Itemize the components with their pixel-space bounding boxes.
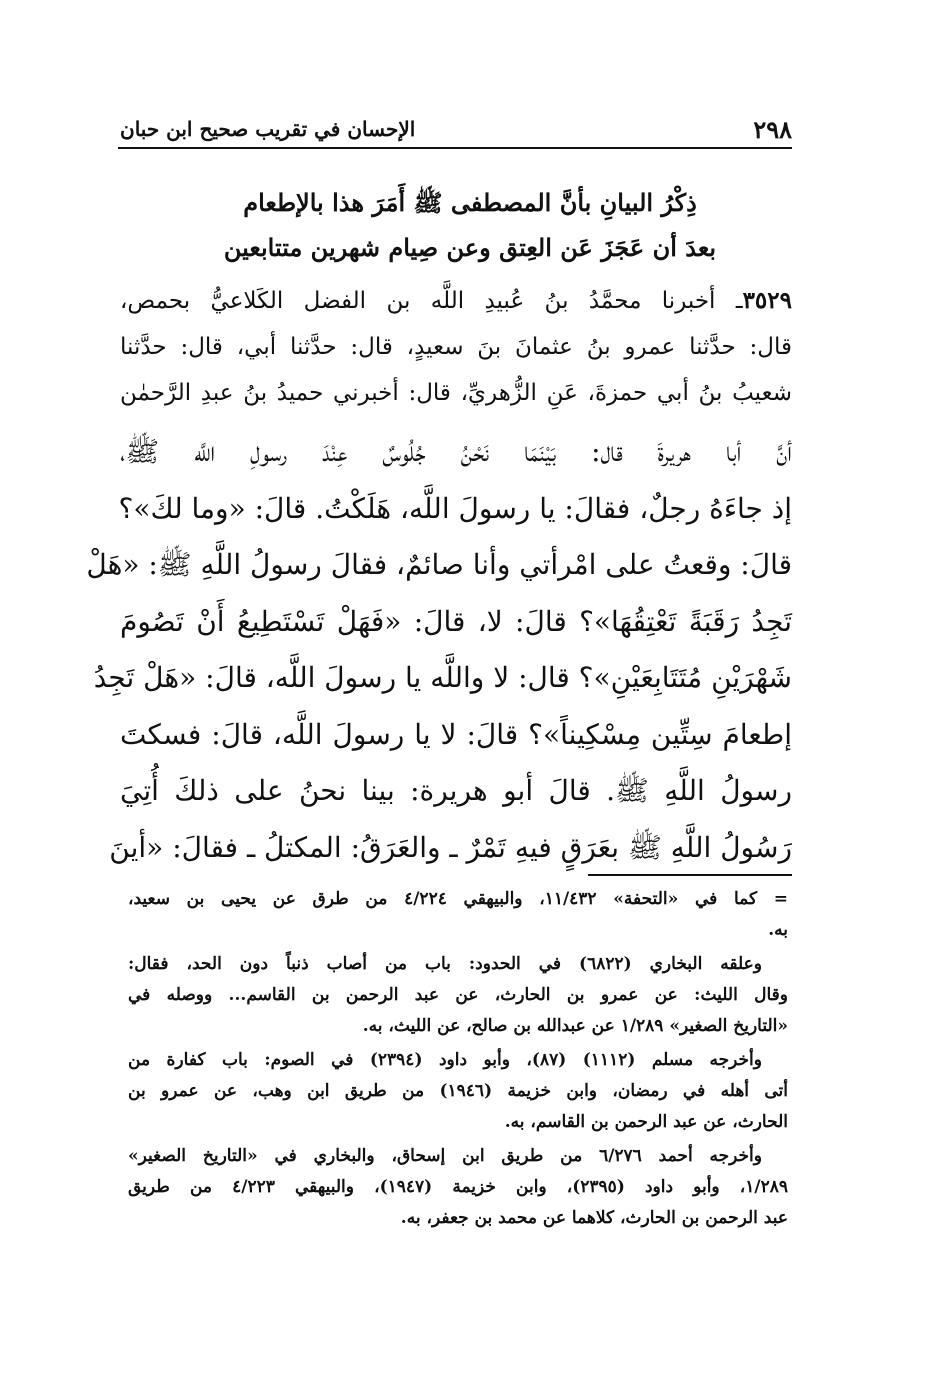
isnad-line	[120, 278, 792, 324]
hadith-line: إطعامَ سِتِّين مِسْكِيناً»؟ قالَ: لا يا رسولَ اللَّه، قالَ: فسكتَ	[120, 717, 792, 751]
chapter-heading	[150, 180, 790, 270]
chapter-heading-line: ذِكْرُ البيانِ بأنَّ المصطفى ﷺ أَمَرَ هذا بالإطعام	[243, 188, 697, 217]
isnad-block	[120, 278, 792, 416]
footnote-paragraph	[128, 1141, 788, 1234]
footnote-line: ١/٢٨٩، وأبو داود (٢٣٩٥)، وابن خزيمة (١٩٤٧)، والبيهقي ٤/٢٢٣ من طريق	[128, 1177, 788, 1197]
hadith-line: إذ جاءَهُ رجلٌ، فقالَ: يا رسولَ اللَّه، هَلَكْتُ. قالَ: «وما لكَ»؟	[118, 491, 792, 525]
footnote-line: به.	[768, 920, 788, 940]
chapter-heading-line: بعدَ أن عَجَزَ عَن العِتق وعن صِيام شهرين متتابعين	[223, 233, 717, 262]
footnote-divider	[588, 874, 792, 876]
footnote-line: وأخرجه مسلم (١١١٢) (٨٧)، وأبو داود (٢٣٩٤) في الصوم: باب كفارة من	[128, 1050, 762, 1070]
hadith-line: رسولُ اللَّهِ ﷺ. قالَ أبو هريرة: بينا نحنُ على ذلكَ أُتِيَ	[120, 774, 792, 807]
page-number: ٢٩٨	[753, 115, 792, 144]
footnote-line: أتى أهله في رمضان، وابن خزيمة (١٩٤٦) من طريق ابن وهب، عن عمرو بن	[128, 1081, 789, 1101]
footnotes	[128, 884, 788, 1234]
hadith-text	[86, 424, 792, 876]
hadith-number: ٣٥٢٩	[742, 287, 792, 314]
hadith-line: قالَ: وقعتُ على امْرأتي وأنا صائمٌ، فقالَ رسولُ اللَّهِ ﷺ: «هَلْ	[86, 548, 792, 581]
hadith-line: تَجِدُ رَقَبَةً تَعْتِقُهَا»؟ قالَ: لا، قالَ: «فَهَلْ تَسْتَطِيعُ أَنْ تَصُومَ	[120, 604, 792, 638]
footnote-line: «التاريخ الصغير» ١/٢٨٩ عن عبدالله بن صالح، عن الليث، به.	[362, 1016, 788, 1036]
footnote-line: = كما في «التحفة» ١١/٤٣٢، والبيهقي ٤/٢٢٤ من طرق عن يحيى بن سعيد،	[128, 889, 788, 909]
footnote-line: وعلقه البخاري (٦٨٢٢) في الحدود: باب من أصاب ذنباً دون الحد، فقال:	[128, 954, 763, 974]
page-header	[118, 113, 792, 149]
footnote-line: وقال الليث: عن عمرو بن الحارث، عن عبد الرحمن بن القاسم... ووصله في	[128, 985, 788, 1005]
hadith-line: رَسُولُ اللَّهِ ﷺ بعَرَقٍ فيهِ تَمْرٌ ـ والعَرَقُ: المكتلُ ـ فقالَ: «أينَ	[109, 830, 792, 864]
hadith-line: أنَّ أبا هريرةَ قال: بَيْنَمَا نَحْنُ جُلُوسٌ عِنْدَ رسولِ اللَّه ﷺ،	[120, 435, 792, 468]
footnote-paragraph	[128, 884, 788, 946]
isnad-line: شعيبُ بنُ أبي حمزةَ، عَنِ الزُّهريِّ، قال: أخبرني حميدُ بنُ عبدِ الرَّحمٰن	[120, 380, 792, 406]
footnote-line: وأخرجه أحمد ٦/٢٧٦ من طريق ابن إسحاق، والبخاري في «التاريخ الصغير»	[128, 1146, 762, 1166]
running-title: الإحسان في تقريب صحيح ابن حبان	[120, 117, 416, 141]
footnote-paragraph	[128, 1045, 788, 1138]
footnote-line: الحارث، عن عبد الرحمن بن القاسم، به.	[504, 1112, 788, 1132]
footnote-line: عبد الرحمن بن الحارث، كلاهما عن محمد بن جعفر، به.	[400, 1208, 788, 1228]
hadith-line: شَهْرَيْنِ مُتَتَابِعَيْنِ»؟ قال: لا واللَّه يا رسولَ اللَّه، قالَ: «هَلْ تَجِدُ	[93, 661, 792, 694]
footnote-paragraph	[128, 949, 788, 1042]
isnad-line: قال: حدَّثنا عمرو بنُ عثمانَ بنَ سعيدٍ، قال: حدَّثنا أبي، قال: حدَّثنا	[120, 334, 792, 360]
isnad-text: ـ أخبرنا محمَّدُ بنُ عُبيدِ اللَّه بن الفضل الكَلاعيُّ بحمص،	[120, 288, 743, 314]
